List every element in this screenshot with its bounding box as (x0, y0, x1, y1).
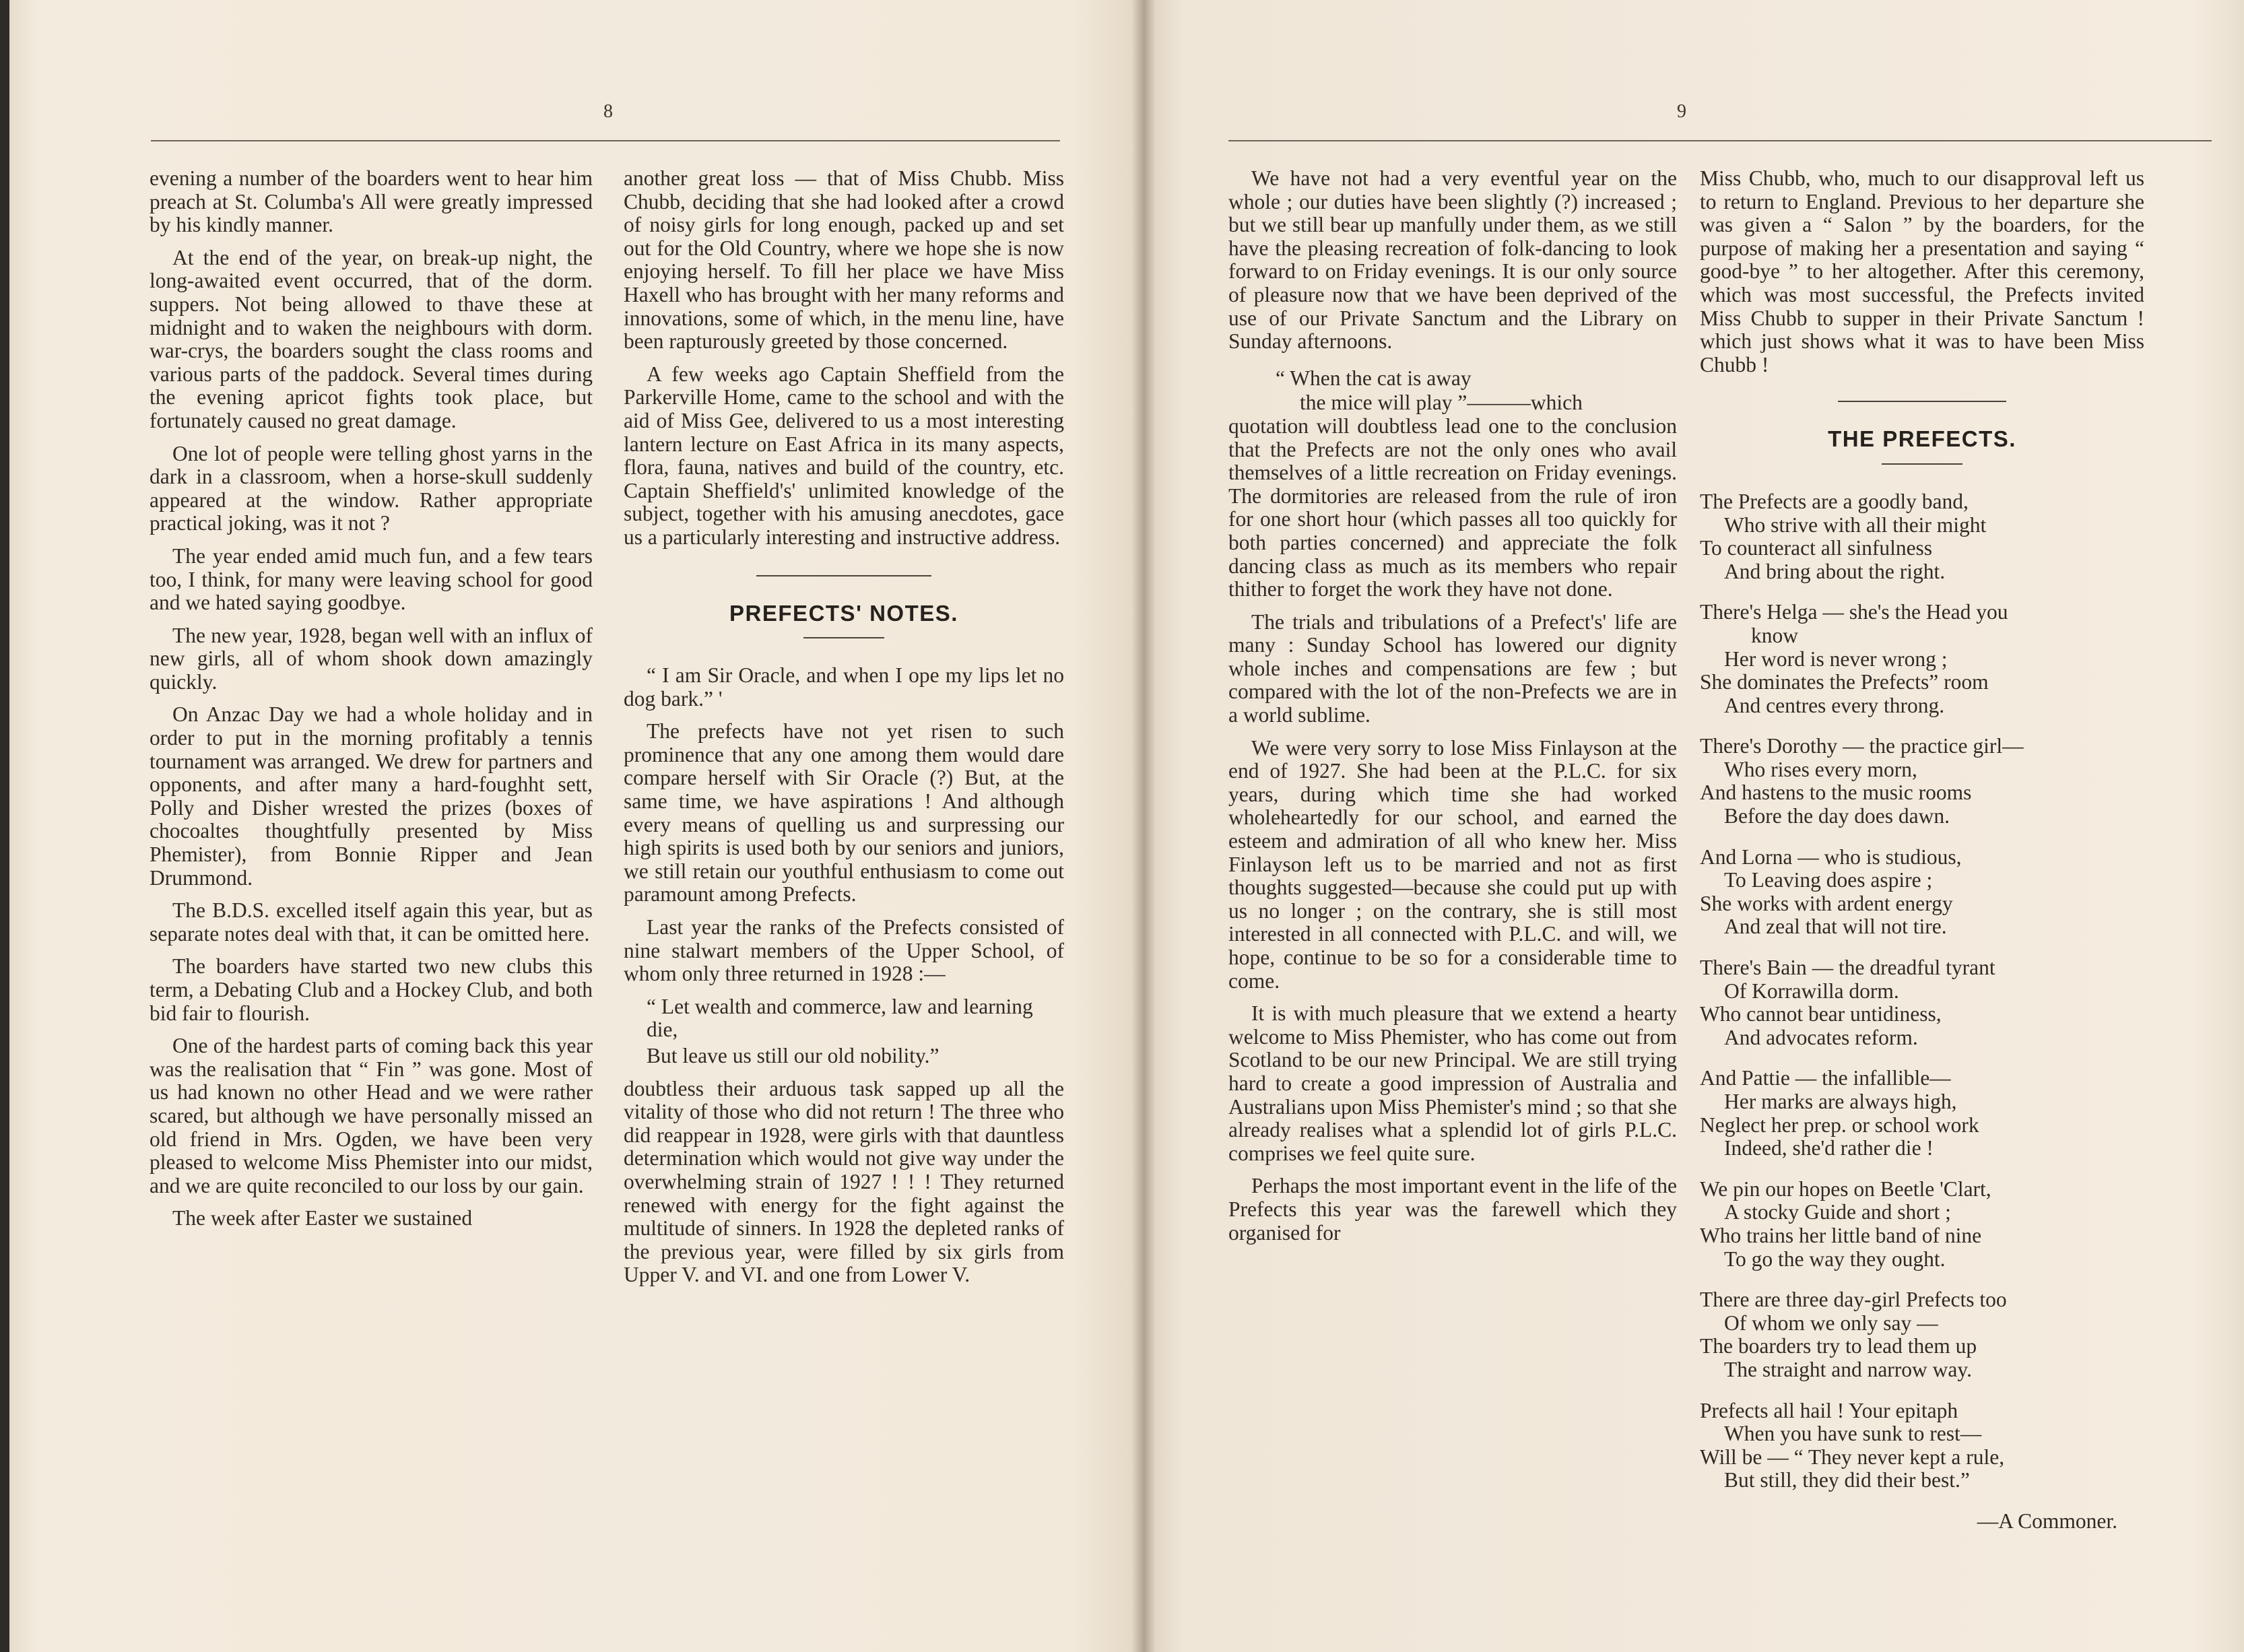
heading-underline (803, 637, 884, 638)
poem-line: To Leaving does aspire ; (1724, 868, 1933, 892)
poem-stanza (1700, 735, 2144, 828)
poem-line: When you have sunk to rest— (1724, 1422, 1982, 1446)
epigraph: “ I am Sir Oracle, and when I ope my lips let no dog bark.” ' (624, 663, 1064, 711)
poem-line: Who cannot bear untidiness, (1700, 1002, 1942, 1026)
paragraph: The B.D.S. excelled itself again this year, but as separate notes deal with that, it can be omitted here. (150, 898, 593, 946)
paragraph: doubtless their arduous task sapped up all the vitality of those who did not return ! The three who did reappear in 1928, were girls with that dauntless determination which would not give way under the overwhelming strain of 1927 ! ! ! They returned renewed with energy for the fight against the multitude of sinners. In 1928 the depleted ranks of the previous year, were filled by six girls from Upper V. and VI. and one from Lower V. (624, 1076, 1064, 1287)
paragraph: The new year, 1928, began well with an influx of new girls, all of whom shook down amazingly quickly. (150, 623, 593, 694)
poem-line: Of Korrawilla dorm. (1724, 979, 1899, 1003)
header-rule (1228, 140, 2212, 141)
right-column-1 (1228, 167, 1677, 1254)
poem-line: Before the day does dawn. (1724, 804, 1950, 828)
poem-line: Prefects all hail ! Your epitaph (1700, 1398, 1958, 1422)
right-page (1144, 0, 2244, 1652)
poem-line: There's Dorothy — the practice girl— (1700, 734, 2024, 758)
poem-line: She works with ardent energy (1700, 891, 1953, 915)
paragraph: Last year the ranks of the Prefects consisted of nine stalwart members of the Upper School, of whom only three returned in 1928 :— (624, 915, 1064, 986)
poem-line: She dominates the Prefects” room (1700, 670, 1989, 694)
column-text (1228, 611, 1677, 1245)
right-column-2 (1700, 167, 2144, 1533)
paragraph: One lot of people were telling ghost yarns in the dark in a classroom, when a horse-skull suddenly appeared at the window. Rather appropriate practical joking, was it not ? (150, 441, 593, 535)
poem-line: Who trains her little band of nine (1700, 1223, 1982, 1247)
paragraph: evening a number of the boarders went to hear him preach at St. Columba's All were greatly impressed by his kindly manner. (150, 166, 593, 237)
poem-title: THE PREFECTS. (1828, 426, 2016, 452)
paragraph: quotation will doubtless lead one to the conclusion that the Prefects are not the only ones who avail themselves of a little recreation on Friday evenings. The dormitories are released from the rule of iron for one short hour (which passes all too quickly for both parties concerned) and appreciate the folk dancing class as much as its members who repair thither to forget the work they have not done. (1228, 414, 1677, 601)
poem-line: know (1751, 623, 1798, 647)
poem-stanza (1700, 1067, 2144, 1160)
poem-line: Her word is never wrong ; (1724, 647, 1948, 671)
poem-line: Who strive with all their might (1724, 513, 1987, 537)
paragraph: another great loss — that of Miss Chubb. Miss Chubb, deciding that she had looked after a crowd of noisy girls for long enough, packed up and set out for the Old Country, where we hope she is now enjoying herself. To fill her place we have Miss Haxell who has brought with her many reforms and innovations, some of which, in the menu line, have been rapturously greeted by those concerned. (624, 166, 1064, 354)
poem-line: Her marks are always high, (1724, 1090, 1957, 1113)
poem-line: And zeal that will not tire. (1724, 915, 1947, 939)
poem-stanza (1700, 1178, 2144, 1271)
poem (1700, 490, 2144, 1492)
poem-line: And centres every throng. (1724, 693, 1945, 717)
paragraph: We have not had a very eventful year on the whole ; our duties have been slightly (?) increased ; but we still bear up manfully under them, as we still have the pleasing recreation of folk-dancing to look forward to on Friday evenings. It is our only source of pleasure now that we have been deprived of the use of our Private Sanctum and the Library on Sunday afternoons. (1228, 166, 1677, 354)
paragraph: Perhaps the most important event in the life of the Prefects this year was the farewell which they organised for (1228, 1174, 1677, 1245)
column-text (624, 167, 1064, 550)
poem-line: Will be — “ They never kept a rule, (1700, 1445, 2005, 1469)
page-number: 9 (1677, 101, 1686, 122)
poem-line: And advocates reform. (1724, 1025, 1918, 1049)
poem-line: There's Helga — she's the Head you (1700, 600, 2008, 624)
poem-line: A stocky Guide and short ; (1724, 1200, 1951, 1224)
paragraph: Miss Chubb, who, much to our disapproval left us to return to England. Previous to her departure she was given a “ Salon ” by the boarders, for the purpose of making her a presentation and saying “ good-bye ” to her altogether. After this ceremony, which was most successful, the Prefects invited Miss Chubb to supper in their Private Sanctum ! which just shows what it was to have been Miss Chubb ! (1700, 166, 2144, 376)
column-text (624, 720, 1064, 986)
paragraph: On Anzac Day we had a whole holiday and in order to put in the morning profitably a tennis tournament was arranged. We drew for partners and opponents, and after many a hard-foughht sett, Polly and Disher wrested the prizes (boxes of chocoaltes thoughtfully presented by Miss Phemister), from Bonnie Ripper and Jean Drummond. (150, 702, 593, 890)
poem-line: Neglect her prep. or school work (1700, 1113, 1979, 1137)
left-column-1 (150, 167, 593, 1240)
poem-stanza (1700, 1288, 2144, 1381)
poem-line: The Prefects are a goodly band, (1700, 489, 1969, 513)
poem-line: There are three day-girl Prefects too (1700, 1288, 2007, 1312)
paragraph: The week after Easter we sustained (172, 1206, 473, 1230)
poem-line: Indeed, she'd rather die ! (1724, 1136, 1934, 1160)
poem-line: The straight and narrow way. (1724, 1357, 1972, 1381)
paragraph: It is with much pleasure that we extend a hearty welcome to Miss Phemister, who has come out from Scotland to be our new Principal. We are still trying hard to create a good impression of Australia and Australians upon Miss Phemister's mind ; so that she already realises what a splendid lot of girls P.L.C. comprises we feel quite sure. (1228, 1001, 1677, 1165)
poem-line: And bring about the right. (1724, 559, 1946, 583)
quotation-line: “ Let wealth and commerce, law and learning die, (647, 994, 1033, 1042)
quotation-line: But leave us still our old nobility.” (647, 1044, 939, 1067)
poem-stanza (1700, 490, 2144, 583)
poem-line: Of whom we only say — (1724, 1311, 1938, 1335)
poem-line: Who rises every morn, (1724, 757, 1917, 781)
poem-line: And Lorna — who is studious, (1700, 845, 1962, 869)
header-rule (151, 140, 1060, 141)
left-column-2 (624, 167, 1064, 1296)
quotation-line: the mice will play ”———which (1300, 391, 1583, 415)
poem-line: But still, they did their best.” (1724, 1468, 1970, 1492)
book-gutter (1131, 0, 1156, 1652)
poem-stanza (1700, 1399, 2144, 1492)
left-page (9, 0, 1144, 1652)
paragraph: A few weeks ago Captain Sheffield from the Parkerville Home, came to the school and with the aid of Miss Gee, delivered to us a most interesting lantern lecture on East Africa in its many aspects, flora, fauna, natives and build of the country, etc. Captain Sheffield's' unlimited knowledge of the subject, together with his amusing anecdotes, gace us a particularly interesting and instructive address. (624, 362, 1064, 549)
paragraph: The trials and tribulations of a Prefect's' life are many : Sunday School has lowered our dignity whole inches and compensations are few ; but compared with the lot of the non-Prefects we are in a world sublime. (1228, 609, 1677, 727)
poem-line: The boarders try to lead them up (1700, 1334, 1977, 1358)
paragraph: One of the hardest parts of coming back this year was the realisation that “ Fin ” was gone. Most of us had known no other Head and we were rather scared, but although we have personally missed an old friend in Mrs. Ogden, we have been very pleased to welcome Miss Phemister into our midst, and we are quite reconciled to our loss by our gain. (150, 1034, 593, 1197)
poem-stanza (1700, 956, 2144, 1049)
poem-line: And hastens to the music rooms (1700, 781, 1972, 805)
paragraph: The boarders have started two new clubs this term, a Debating Club and a Hockey Club, and both bid fair to flourish. (150, 954, 593, 1025)
section-divider (756, 575, 931, 576)
poem-stanza (1700, 601, 2144, 717)
poem-line: To go the way they ought. (1724, 1247, 1946, 1271)
paragraph: At the end of the year, on break-up night, the long-awaited event occurred, that of the dorm. suppers. Not being allowed to thave these at midnight and to waken the neighbours with dorm. war-crys, the boarders sought the class rooms and various parts of the paddock. Several times during the evening apricot fights took place, but fortunately caused no great damage. (150, 245, 593, 432)
poem-stanza (1700, 846, 2144, 939)
paragraph: The prefects have not yet risen to such prominence that any one among them would dare compare herself with Sir Oracle (?) But, at the same time, we have aspirations ! And although every means of quelling us and surpressing our high spirits is used both by our seniors and juniors, we still retain our youthful enthusiasm to come out paramount among Prefects. (624, 719, 1064, 906)
quotation-line: “ When the cat is away (1276, 366, 1472, 390)
page-number: 8 (603, 101, 613, 122)
heading-underline (1882, 463, 1962, 465)
poem-line: There's Bain — the dreadful tyrant (1700, 956, 1995, 980)
section-heading: PREFECTS' NOTES. (729, 600, 958, 626)
section-divider (1838, 401, 2006, 402)
paragraph: The year ended amid much fun, and a few tears too, I think, for many were leaving school for good and we hated saying goodbye. (150, 543, 593, 615)
poem-line: We pin our hopes on Beetle 'Clart, (1700, 1177, 1991, 1201)
poem-line: To counteract all sinfulness (1700, 536, 1933, 560)
paragraph: We were very sorry to lose Miss Finlayson at the end of 1927. She had been at the P.L.C. for six years, during which time she had worked wholeheartedly for our school, and earned the esteem and admiration of all who knew her. Miss Finlayson left us to be married and not as first thoughts suggested—because she could put up with us no longer ; on the contrary, she is still most interested in all connected with P.L.C. and will, we hope, continue to be so for a considerable time to come. (1228, 735, 1677, 993)
poem-line: And Pattie — the infallible— (1700, 1066, 1951, 1090)
signoff: —A Commoner. (1977, 1509, 2117, 1533)
